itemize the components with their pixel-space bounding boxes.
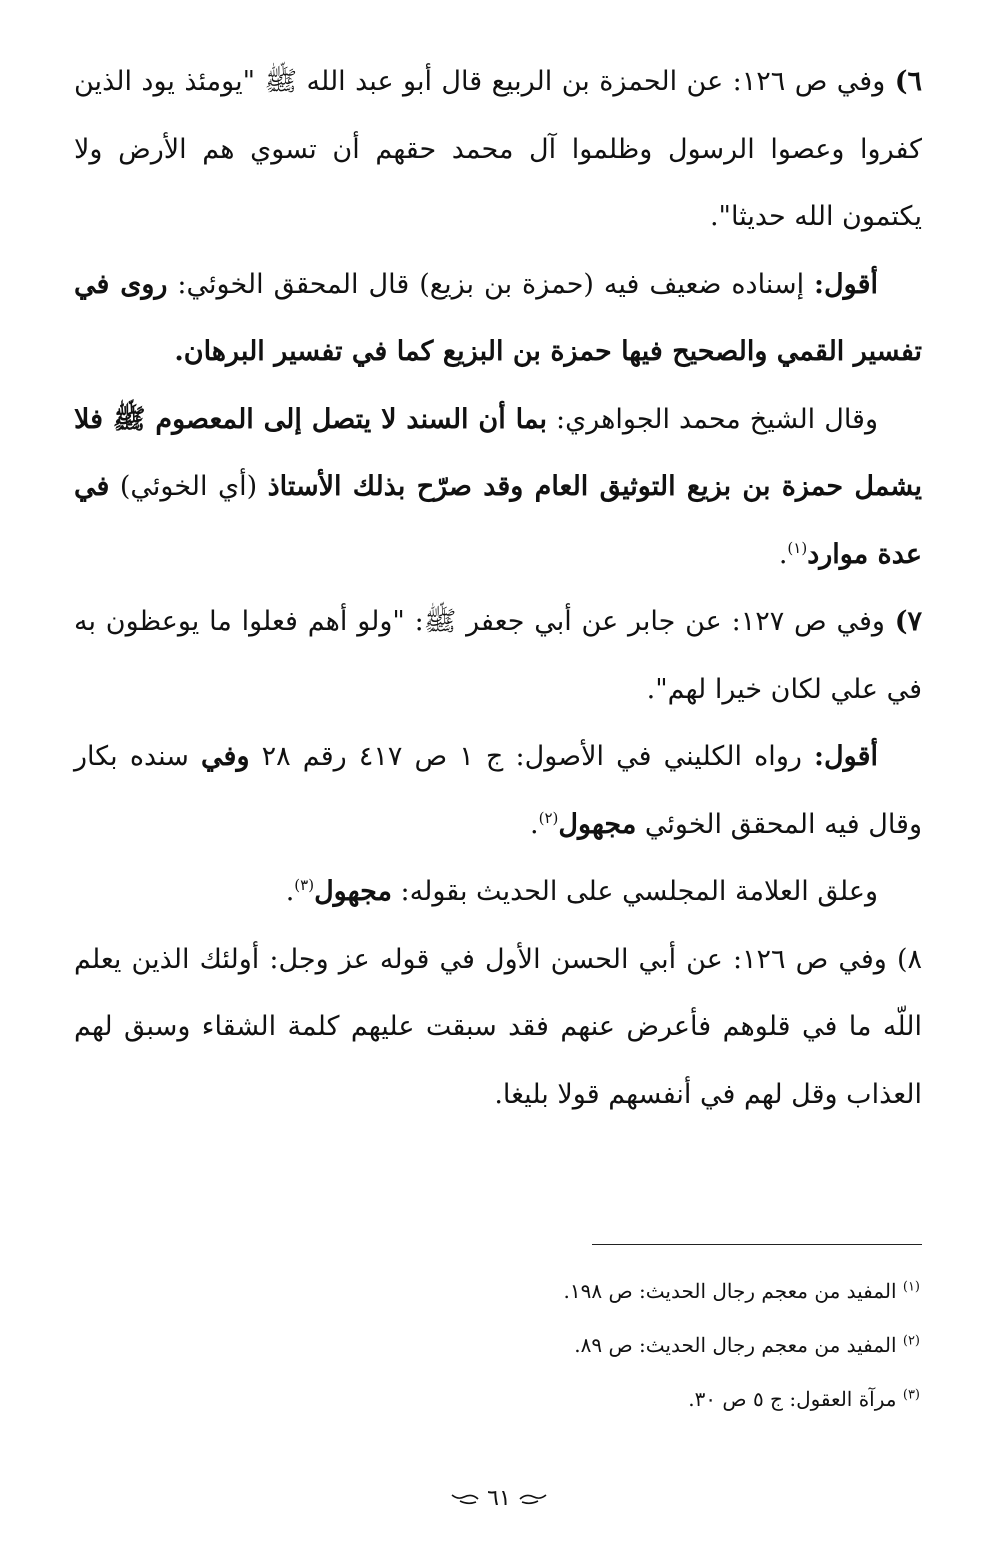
page-number: ٦١	[487, 1486, 511, 1511]
ornament-left-icon	[518, 1492, 548, 1506]
item-number: ٧)	[894, 606, 922, 637]
item-number: ٨)	[896, 943, 923, 975]
paragraph-6	[74, 48, 922, 251]
paragraph-8	[74, 926, 922, 1129]
bold-quote: روى في تفسير القمي والصحيح فيها حمزة بن البزيع كما في تفسير البرهان.	[74, 268, 922, 367]
footnote-number: (١)	[902, 1279, 920, 1295]
paragraph-text: وقال الشيخ محمد الجواهري:	[546, 403, 879, 435]
paragraph-7	[74, 588, 922, 723]
paragraph-6-jawahiri	[74, 386, 922, 589]
comment-label: أقول:	[814, 741, 878, 772]
footnote-1	[320, 1264, 920, 1318]
paragraph-end: .	[285, 876, 295, 907]
footnote-2	[320, 1318, 920, 1372]
bold-word: مجهول	[558, 808, 637, 840]
paragraph-text: وفي ص ١٢٦: عن أبي الحسن الأول في قوله عز وجل: أولئك الذين يعلم اللّه ما في قلوهم فأعرض عنهم فقد سبقت عليهم كلمة الشقاء وسبق لهم العذاب وقل لهم في أنفسهم قولا بليغا.	[74, 943, 922, 1110]
paragraph-7-majlisi	[74, 858, 922, 926]
footnote-separator	[592, 1244, 922, 1245]
footnote-ref[interactable]: (١)	[787, 538, 808, 557]
paragraph-text: رواه الكليني في الأصول: ج ١ ص ٤١٧ رقم ٢٨	[249, 741, 815, 772]
paragraph-text: وفي ص ١٢٧: عن جابر عن أبي جعفر ﷺ: "ولو أهم فعلوا ما يوعظون به في علي لكان خيرا لهم".	[74, 606, 922, 705]
item-number: ٦)	[894, 66, 922, 97]
footnote-text: المفيد من معجم رجال الحديث: ص ٨٩.	[574, 1333, 897, 1357]
footnote-text: المفيد من معجم رجال الحديث: ص ١٩٨.	[563, 1279, 897, 1303]
footnote-3	[320, 1372, 920, 1426]
footnote-number: (٢)	[902, 1333, 920, 1349]
ornament-right-icon	[450, 1492, 480, 1506]
paragraph-text: (أي الخوئي)	[109, 471, 268, 502]
bold-quote: في عدة موارد	[74, 471, 922, 570]
comment-label: أقول:	[814, 268, 878, 300]
paragraph-text: إسناده ضعيف فيه (حمزة بن بزيع) قال المحقق الخوئي:	[167, 268, 815, 300]
footnotes	[320, 1264, 920, 1426]
footnote-number: (٣)	[902, 1387, 920, 1403]
paragraph-end: .	[778, 538, 788, 570]
bold-word: وفي	[201, 741, 250, 772]
page-body	[74, 48, 922, 1128]
bold-quote: بما أن السند لا يتصل إلى المعصوم ﷺ فلا يشمل حمزة بن بزيع التوثيق العام وقد صرّح بذلك الأستاذ	[74, 403, 922, 502]
footnote-ref[interactable]: (٢)	[538, 808, 559, 827]
paragraph-end: .	[530, 808, 539, 840]
paragraph-text: سنده بكار وقال فيه المحقق الخوئي	[74, 741, 922, 840]
paragraph-6-comment	[74, 251, 922, 386]
paragraph-7-comment	[74, 723, 922, 858]
bold-word: مجهول	[314, 876, 392, 907]
paragraph-text: وعلق العلامة المجلسي على الحديث بقوله:	[391, 876, 878, 907]
paragraph-text: وفي ص ١٢٦: عن الحمزة بن الربيع قال أبو عبد الله ﷺ "يومئذ يود الذين كفروا وعصوا الرسول وظلموا آل محمد حقهم أن تسوي هم الأرض ولا يكتمون الله حديثا".	[74, 66, 922, 232]
footnote-ref[interactable]: (٣)	[294, 876, 315, 894]
footnote-text: مرآة العقول: ج ٥ ص ٣٠.	[688, 1387, 897, 1411]
page-number-footer	[0, 1486, 998, 1511]
